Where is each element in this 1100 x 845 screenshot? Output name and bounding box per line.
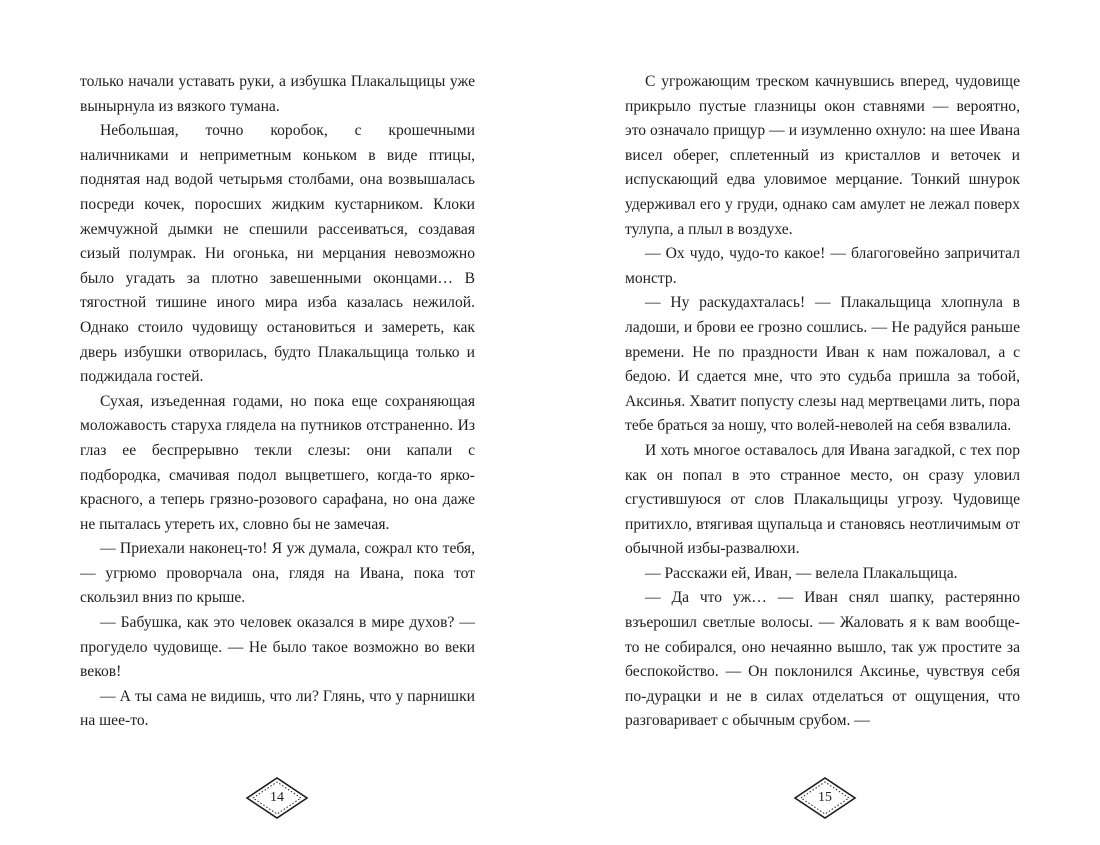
- left-page-text: [80, 70, 475, 734]
- page-number: 14: [270, 790, 284, 805]
- paragraph: только начали уставать руки, а избушка Плакальщицы уже вынырнула из вязкого тумана.: [80, 73, 475, 115]
- page-number: 15: [818, 790, 832, 805]
- paragraph: — Приехали наконец-то! Я уж думала, сожрал кто тебя, — угрюмо проворчала она, глядя на Ивана, пока тот скользил вниз по крыше.: [80, 540, 475, 607]
- paragraph: Небольшая, точно коробок, с крошечными наличниками и неприметным коньком в виде птицы, поднятая над водой четырьмя столбами, она возвышалась посреди кочек, поросших жидким кустарником. Клоки жемчужной дымки не спешили рассеиваться, создавая сизый полумрак. Ни огонька, ни мерцания невозможно было угадать за плотно завешенными оконцами… В тягостной тишине иного мира изба казалась нежилой. Однако стоило чудовищу остановиться и замереть, как дверь избушки отворилась, будто Плакальщица только и поджидала гостей.: [80, 122, 475, 386]
- paragraph: — Да что уж… — Иван снял шапку, растерянно взъерошил светлые волосы. — Жаловать я к вам вообще-то не собирался, оно нечаянно вышло, так уж простите за беспокойство. — Он поклонился Аксинье, чувствуя себя по-дурацки и не в силах отделаться от ощущения, что разговаривает с обычным срубом. —: [625, 589, 1020, 730]
- paragraph: — А ты сама не видишь, что ли? Глянь, что у парнишки на шее-то.: [80, 687, 475, 730]
- right-page-text: [625, 70, 1020, 734]
- paragraph: Сухая, изъеденная годами, но пока еще сохраняющая моложавость старуха глядела на путников отстраненно. Из глаз ее беспрерывно текли слезы: они капали с подбородка, смачивая подол выцветшего, когда-то ярко-красного, а теперь грязно-розового сарафана, но она даже не пыталась утереть их, словно бы не замечая.: [80, 392, 475, 533]
- paragraph: — Ну раскудахталась! — Плакальщица хлопнула в ладоши, и брови ее грозно сошлись. — Не радуйся раньше времени. Не по праздности Иван к нам пожаловал, а с бедою. И сдается мне, что это судьба пришла за тобой, Аксинья. Хватит попусту слезы над мертвецами лить, пора тебе браться за ношу, что волей-неволей на себя взвалила.: [625, 294, 1020, 435]
- paragraph: — Ох чудо, чудо-то какое! — благоговейно запричитал монстр.: [625, 245, 1020, 287]
- paragraph: — Расскажи ей, Иван, — велела Плакальщица.: [645, 564, 958, 582]
- paragraph: И хоть многое оставалось для Ивана загадкой, с тех пор как он попал в это странное место, он сразу уловил сгустившуюся от слов Плакальщицы угрозу. Чудовище притихло, втягивая щупальца и становясь неотличимым от обычной избы-развалюхи.: [625, 441, 1020, 558]
- paragraph: С угрожающим треском качнувшись вперед, чудовище прикрыло пустые глазницы окон ставнями — вероятно, это означало прищур — и изумленно охнуло: на шее Ивана висел оберег, сплетенный из кристаллов и веточек и испускающий едва уловимое мерцание. Тонкий шнурок удерживал его у груди, однако сам амулет не лежал поверх тулупа, а плыл в воздухе.: [625, 73, 1020, 238]
- page-number-ornament-left: [245, 776, 309, 820]
- page-number-ornament-right: [793, 776, 857, 820]
- paragraph: — Бабушка, как это человек оказался в мире духов? — прогудело чудовище. — Не было такое возможно во веки веков!: [80, 614, 475, 681]
